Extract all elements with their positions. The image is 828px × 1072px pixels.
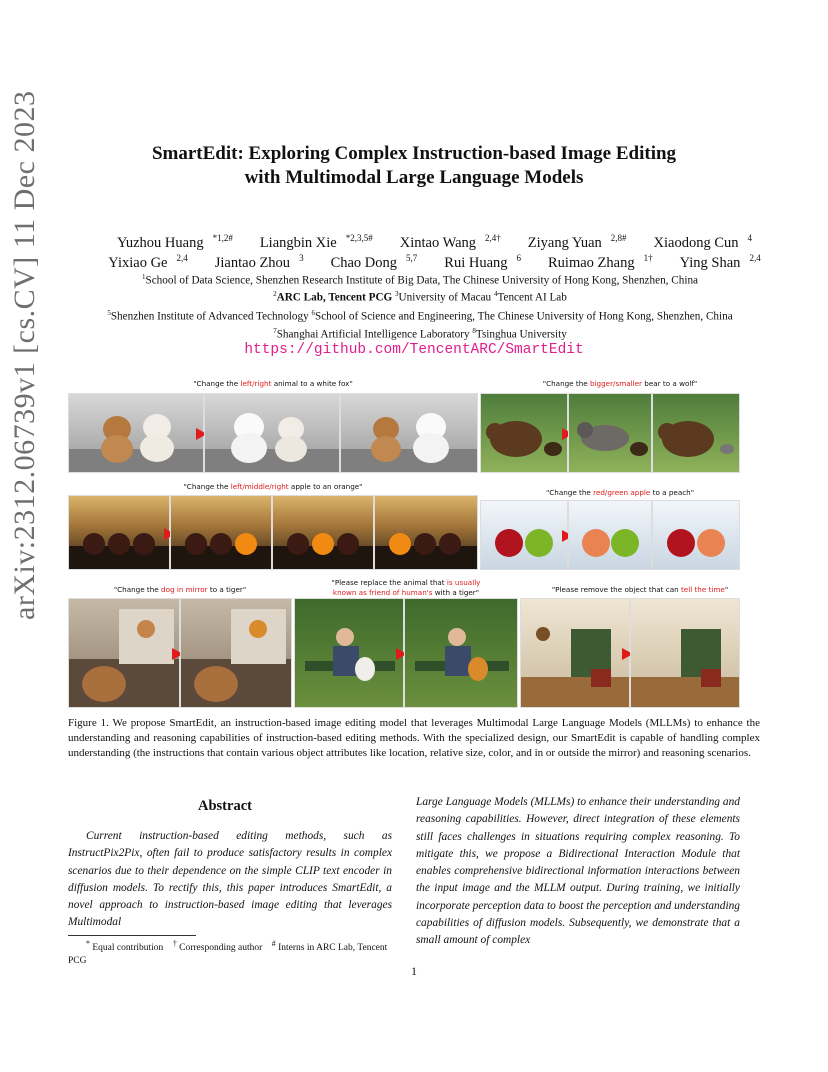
affiliation-1: $^1$School of Data Science, Shenzhen Research Institute of Big Data, The Chinese University of Hong Kong, Shenzhen, China [141,273,698,287]
tiger-mirror-illustration [181,599,292,708]
affiliation-2a-text: ARC Lab, Tencent PCG [276,291,393,304]
room-input-image [520,598,630,708]
fig-caption-apple-orange: "Change the left/middle/right apple to an orange" [183,482,363,491]
wolf-illustration [569,394,652,473]
fox-illustration [205,394,340,473]
abstract-right-column: Large Language Models (MLLMs) to enhance their understanding and reasoning capabilities. However, direct integration of these elements still faces challenges in situations requiring complex reasoning. To mitigate this, we propose a Bidirectional Interaction Module that enables comprehensive bidirectional information interactions between the input image and the MLLM output. During training, we initially incorporate perception data to boost the perception and understanding capabilities of diffusion models. Subsequently, we demonstrate that a small amount of complex [416,796,740,947]
author-name: Ziyang Yuan [527,234,602,251]
fig-caption-clock: "Please remove the object that can tell the time" [551,585,729,594]
author-affiliation-marker: *1,2# [212,233,233,243]
figure-caption: Figure 1. We propose SmartEdit, an instruction-based image editing model that leverages Multimodal Large Language Models (MLLMs) to enhance the understanding and reasoning capabilities of instruction-based editing methods. With the specialized design, our SmartEdit is capable of handling complex understanding (the instructions that contain various object attributes like location, relative size, color, and in or outside the mirror) and reasoning scenarios. [68,717,760,759]
wolf-output-right-image [652,393,740,473]
affiliation-7-text: Shanghai Artificial Intelligence Laboratory [276,328,470,341]
abstract-heading: Abstract [198,798,252,814]
oranges-illustration-2 [273,496,374,570]
fig-caption-peach: "Change the red/green apple to a peach" [545,488,695,497]
author-affiliation-marker: *2,3,5# [345,233,373,243]
peach-illustration-2 [653,501,740,570]
red-green-apples-illustration [481,501,568,570]
affiliation-8-text: Tsinghua University [475,328,567,341]
affiliation-4-text: Tencent AI Lab [497,291,567,304]
author-affiliation-marker: 2,4 [176,253,188,263]
author-name: Rui Huang [444,254,508,271]
apple-input-image [68,495,170,570]
page-number: 1 [411,964,417,978]
bear-illustration [481,394,568,473]
mirror-output-image [180,598,292,708]
apples-illustration [69,496,170,570]
room-no-clock-illustration [631,599,740,708]
peach-input-image [480,500,568,570]
man-dog-illustration [295,599,404,708]
arxiv-id: arXiv:2312.06739v1 [cs.CV] 11 Dec 2023 [8,90,41,620]
fig-caption-fox: "Change the left/right animal to a white fox" [193,379,353,388]
fig-caption-bear: "Change the bigger/smaller bear to a wolf" [542,379,698,388]
author-name: Xintao Wang [399,234,477,251]
author-affiliation-marker: 5,7 [406,253,418,263]
author-name: Ruimao Zhang [548,254,635,271]
peach-output-left-image [568,500,652,570]
author-name: Ying Shan [679,254,741,271]
title-line-2: with Multimodal Large Language Models [244,167,584,188]
room-clock-illustration [521,599,630,708]
man-tiger-illustration [405,599,518,708]
wolf-illustration-2 [653,394,740,473]
bench-input-image [294,598,404,708]
author-affiliation-marker: 2,4† [485,233,501,243]
orange-output-1-image [170,495,272,570]
orange-output-2-image [272,495,374,570]
fox-output-left-image [204,393,340,473]
author-name: Xiaodong Cun [653,234,739,251]
author-name: Jiantao Zhou [214,254,291,271]
fox-input-image [68,393,204,473]
oranges-illustration [171,496,272,570]
mirror-input-image [68,598,180,708]
author-affiliation-marker: 3 [299,253,304,263]
oranges-illustration-3 [375,496,478,570]
fig-caption-friend: "Please replace the animal that is usually known as friend of human's with a tiger" [331,578,481,597]
dog-mirror-illustration [69,599,180,708]
author-affiliation-marker: 6 [516,253,522,263]
peach-illustration [569,501,652,570]
affiliation-2: $^2$ARC Lab, Tencent PCG $^3$University of Macau $^4$Tencent AI Lab [273,290,567,304]
footnotes: * Equal contribution † Corresponding author # Interns in ARC Lab, Tencent PCG [68,939,388,967]
room-output-image [630,598,740,708]
orange-output-3-image [374,495,478,570]
peach-output-right-image [652,500,740,570]
fig-caption-mirror: "Change the dog in mirror to a tiger" [113,585,247,594]
affiliation-6-text: School of Science and Engineering, The Chinese University of Hong Kong, Shenzhen, China [314,310,733,323]
author-affiliation-marker: 2,8# [610,233,627,243]
affiliation-4: $^7$Shanghai Artificial Intelligence Laboratory $^8$Tsinghua University [273,327,567,341]
author-name: Yuzhou Huang [116,234,204,251]
footnote-rule [68,935,196,936]
fox-illustration-2 [341,394,478,473]
github-link[interactable]: https://github.com/TencentARC/SmartEdit [244,342,584,358]
affiliation-3: $^5$Shenzhen Institute of Advanced Technology $^6$School of Science and Engineering, The Chinese University of Hong Kong, Shenzhen, China [107,309,733,323]
abstract-left-column: Current instruction-based editing methods, such as InstructPix2Pix, often fail to produce satisfactory results in complex scenarios due to their dependence on the simple CLIP text encoder in diffusion models. To rectify this, this paper introduces SmartEdit, a novel approach to instruction-based image editing that leverages Multimodal [68,830,392,929]
author-name: Liangbin Xie [259,234,337,251]
wolf-output-left-image [568,393,652,473]
bear-input-image [480,393,568,473]
bench-output-image [404,598,518,708]
title-line-1: SmartEdit: Exploring Complex Instruction-based Image Editing [151,143,677,164]
author-affiliation-marker: 4 [747,233,752,243]
author-name: Chao Dong [330,254,398,271]
footnote-corresponding: Corresponding author [179,943,263,954]
footnote-interns: Interns in ARC Lab, Tencent PCG [68,943,388,967]
affiliation-3-text: University of Macau [398,291,492,304]
fox-output-right-image [340,393,478,473]
author-name: Yixiao Ge [108,254,168,271]
dogs-illustration [69,394,204,473]
affiliation-1-text: School of Data Science, Shenzhen Research Institute of Big Data, The Chinese University of Hong Kong, Shenzhen, China [145,274,698,287]
affiliation-5-text: Shenzhen Institute of Advanced Technology [110,310,309,323]
footnote-equal: Equal contribution [92,943,164,954]
author-affiliation-marker: 1† [643,253,653,263]
author-affiliation-marker: 2,4 [749,253,761,263]
